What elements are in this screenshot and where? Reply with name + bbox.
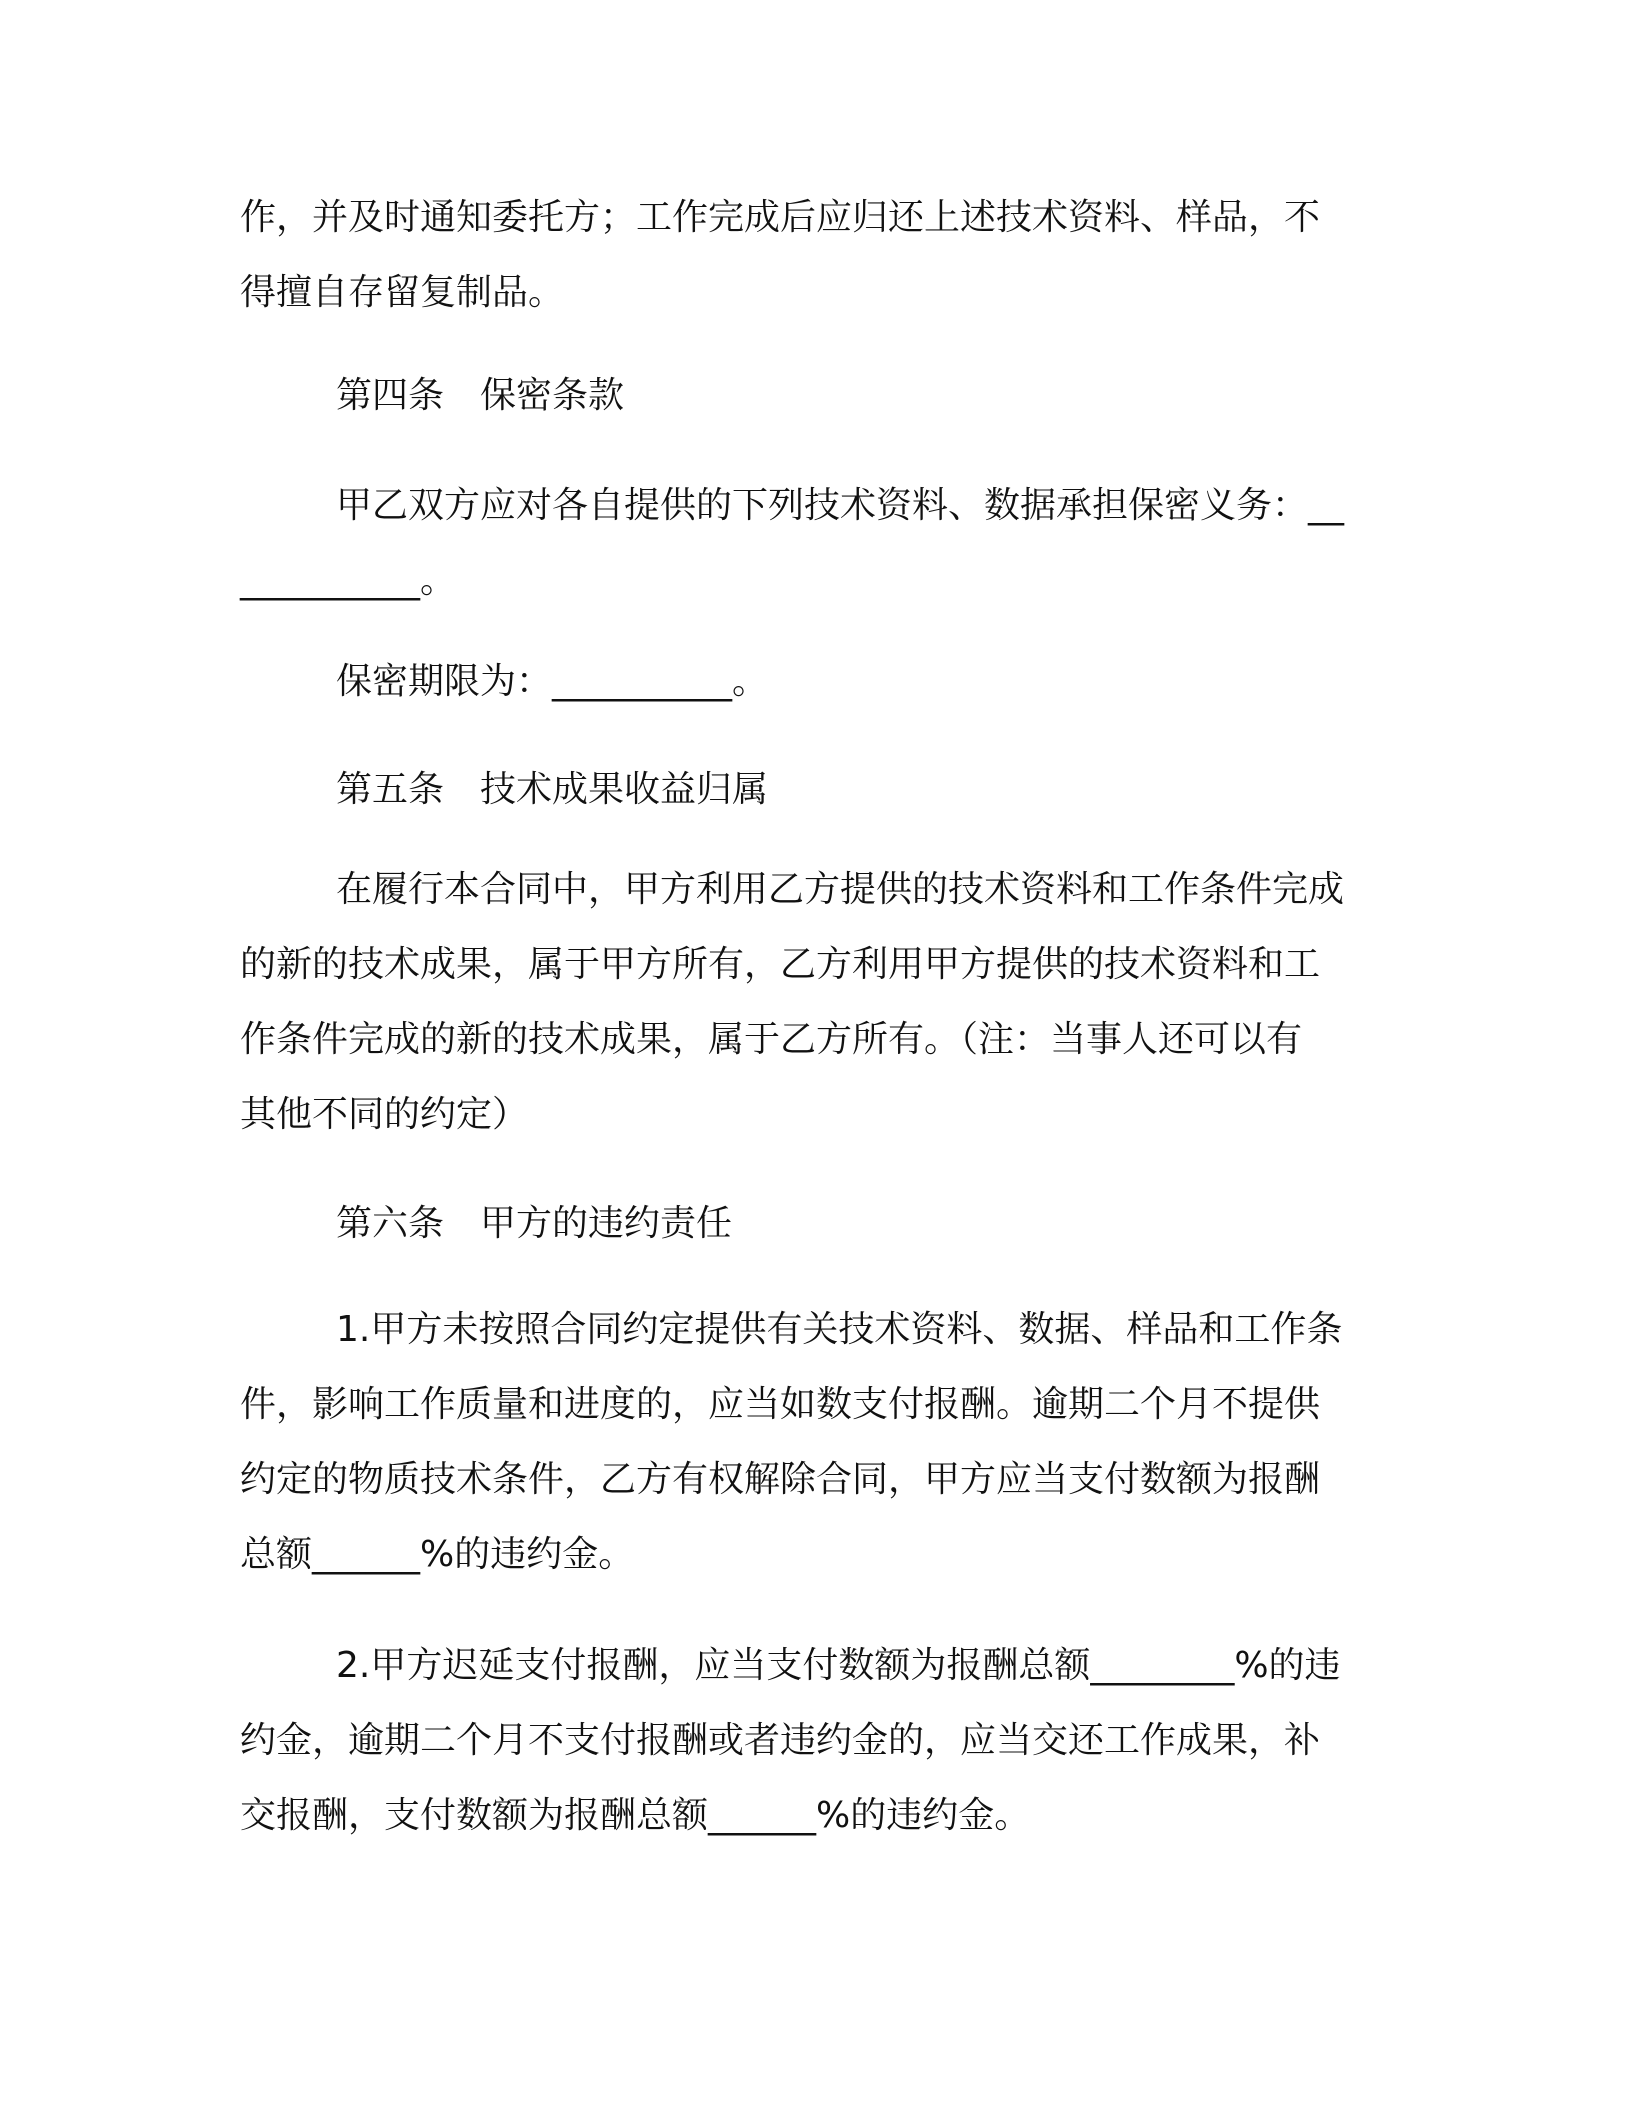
heading-text: 第六条 甲方的违约责任 <box>336 1203 733 1244</box>
paragraph-confidentiality <box>240 468 1380 618</box>
paragraph-clause-2 <box>240 1628 1380 1853</box>
article-6-heading <box>336 1186 1476 1261</box>
text-line: 的新的技术成果，属于甲方所有，乙方利用甲方提供的技术资料和工 <box>240 944 1321 985</box>
text-line: 保密期限为：__________。 <box>336 661 769 702</box>
text-line: 作条件完成的新的技术成果，属于乙方所有。（注：当事人还可以有 <box>240 1019 1303 1060</box>
paragraph-continuation <box>240 180 1380 330</box>
article-4-heading <box>336 358 1476 433</box>
text-line: 1.甲方未按照合同约定提供有关技术资料、数据、样品和工作条 <box>336 1309 1343 1350</box>
text-line: 总额______%的违约金。 <box>240 1534 635 1575</box>
paragraph-confidentiality-period <box>336 644 1476 719</box>
heading-text: 第五条 技术成果收益归属 <box>336 769 769 810</box>
paragraph-clause-1 <box>240 1292 1380 1592</box>
text-line: 得擅自存留复制品。 <box>240 272 565 313</box>
text-line: 作，并及时通知委托方；工作完成后应归还上述技术资料、样品，不 <box>240 197 1321 238</box>
heading-text: 第四条 保密条款 <box>336 375 625 416</box>
paragraph-results-ownership <box>240 852 1380 1152</box>
text-line: 2.甲方迟延支付报酬，应当支付数额为报酬总额________%的违 <box>336 1645 1341 1686</box>
text-line: 在履行本合同中，甲方利用乙方提供的技术资料和工作条件完成 <box>336 869 1345 910</box>
article-5-heading <box>336 752 1476 827</box>
text-line: 约金，逾期二个月不支付报酬或者违约金的，应当交还工作成果，补 <box>240 1720 1321 1761</box>
text-line: 甲乙双方应对各自提供的下列技术资料、数据承担保密义务：__ <box>336 485 1345 526</box>
text-line: 约定的物质技术条件，乙方有权解除合同，甲方应当支付数额为报酬 <box>240 1459 1321 1500</box>
text-line: __________。 <box>240 560 457 601</box>
text-line: 交报酬，支付数额为报酬总额______%的违约金。 <box>240 1795 1031 1836</box>
text-line: 件，影响工作质量和进度的，应当如数支付报酬。逾期二个月不提供 <box>240 1384 1321 1425</box>
text-line: 其他不同的约定） <box>240 1094 529 1135</box>
